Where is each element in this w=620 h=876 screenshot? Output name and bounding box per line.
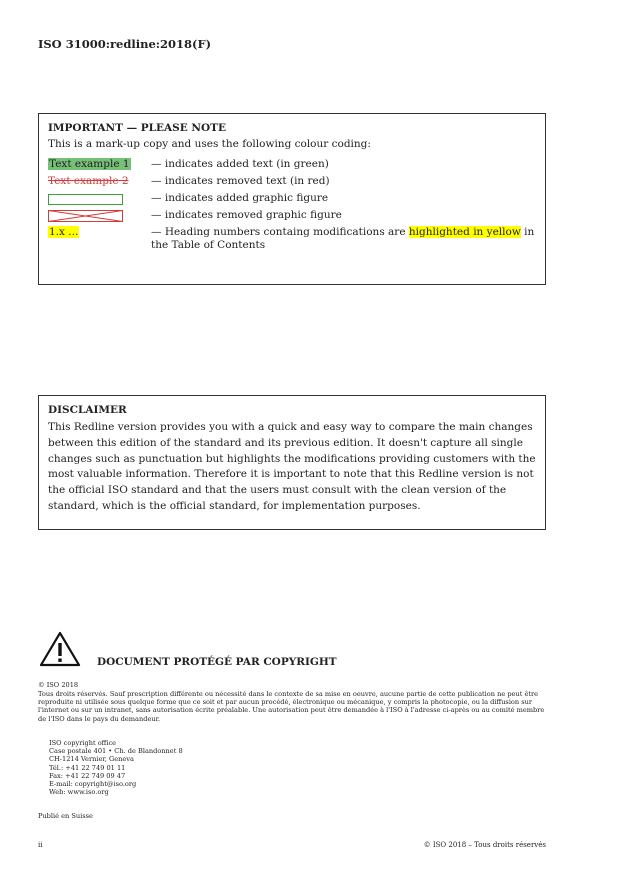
- legend-desc: — Heading numbers containg modifications are highlighted in yellow in the Table of Contents: [151, 226, 535, 251]
- published-in: Publié en Suisse: [38, 812, 93, 820]
- highlight-sample: highlighted in yellow: [408, 226, 521, 238]
- important-intro: This is a mark-up copy and uses the following colour coding:: [48, 138, 371, 150]
- document-id: ISO 31000:redline:2018(F): [38, 37, 212, 51]
- legend-row-heading-numbers: [48, 226, 536, 254]
- legend-desc: — indicates removed graphic figure: [151, 209, 342, 221]
- legend-desc: — indicates removed text (in red): [151, 175, 330, 187]
- copyright-body: Tous droits réservés. Sauf prescription différente ou nécessité dans le contexte de sa mise en oeuvre, aucune partie de cette publication ne peut être reproduite ni utilisée sous quelque forme que ce soit et par aucun procédé, électronique ou mécanique, y compris la photocopie, ou la diffusion sur l'internet ou sur un intranet, sans autorisation écrite préalable. Une autorisation peut être demandée à l'ISO à l'adresse ci-après ou au comité membre de l'ISO dans le pays du demandeur.: [38, 690, 545, 723]
- heading-number-sample: 1.x ...: [49, 226, 79, 238]
- copyright-title: DOCUMENT PROTÉGÉ PAR COPYRIGHT: [97, 656, 337, 668]
- disclaimer-title: DISCLAIMER: [48, 404, 127, 416]
- removed-figure-sample: [48, 210, 123, 222]
- copyright-office-address: ISO copyright office Case postale 401 • Ch. de Blandonnet 8 CH-1214 Vernier, Geneva Tél.: +41 22 749 01 11 Fax: +41 22 749 09 47 E-mail: copyright@iso.org Web: www.iso.org: [49, 739, 183, 797]
- legend-desc: — indicates added graphic figure: [151, 192, 329, 204]
- legend-row-added-figure: [48, 192, 536, 209]
- legend-desc: — indicates added text (in green): [151, 158, 329, 170]
- added-text-sample: Text example 1: [49, 158, 130, 170]
- important-title: IMPORTANT — PLEASE NOTE: [48, 122, 226, 134]
- disclaimer-box: [38, 395, 546, 530]
- copyright-year: © ISO 2018: [38, 681, 79, 689]
- added-figure-sample: [48, 194, 123, 205]
- removed-text-sample: Text example 2: [48, 175, 129, 187]
- disclaimer-text: This Redline version provides you with a quick and easy way to compare the main changes between this edition of the standard and its previous edition. It doesn't capture all single changes such as punctuation but highlights the modifications providing customers with the most valuable information. Therefore it is important to note that this Redline version is not the official ISO standard and that the users must consult with the clean version of the standard, which is the official standard, for implementation purposes.: [48, 421, 536, 512]
- important-note-box: [38, 113, 546, 285]
- footer-copyright: © ISO 2018 – Tous droits réservés: [423, 841, 546, 849]
- legend-row-removed-text: [48, 175, 536, 192]
- page-number: ii: [38, 841, 43, 849]
- legend-row-removed-figure: [48, 209, 536, 226]
- legend-row-added-text: [48, 158, 536, 175]
- warning-triangle-icon: [38, 630, 82, 668]
